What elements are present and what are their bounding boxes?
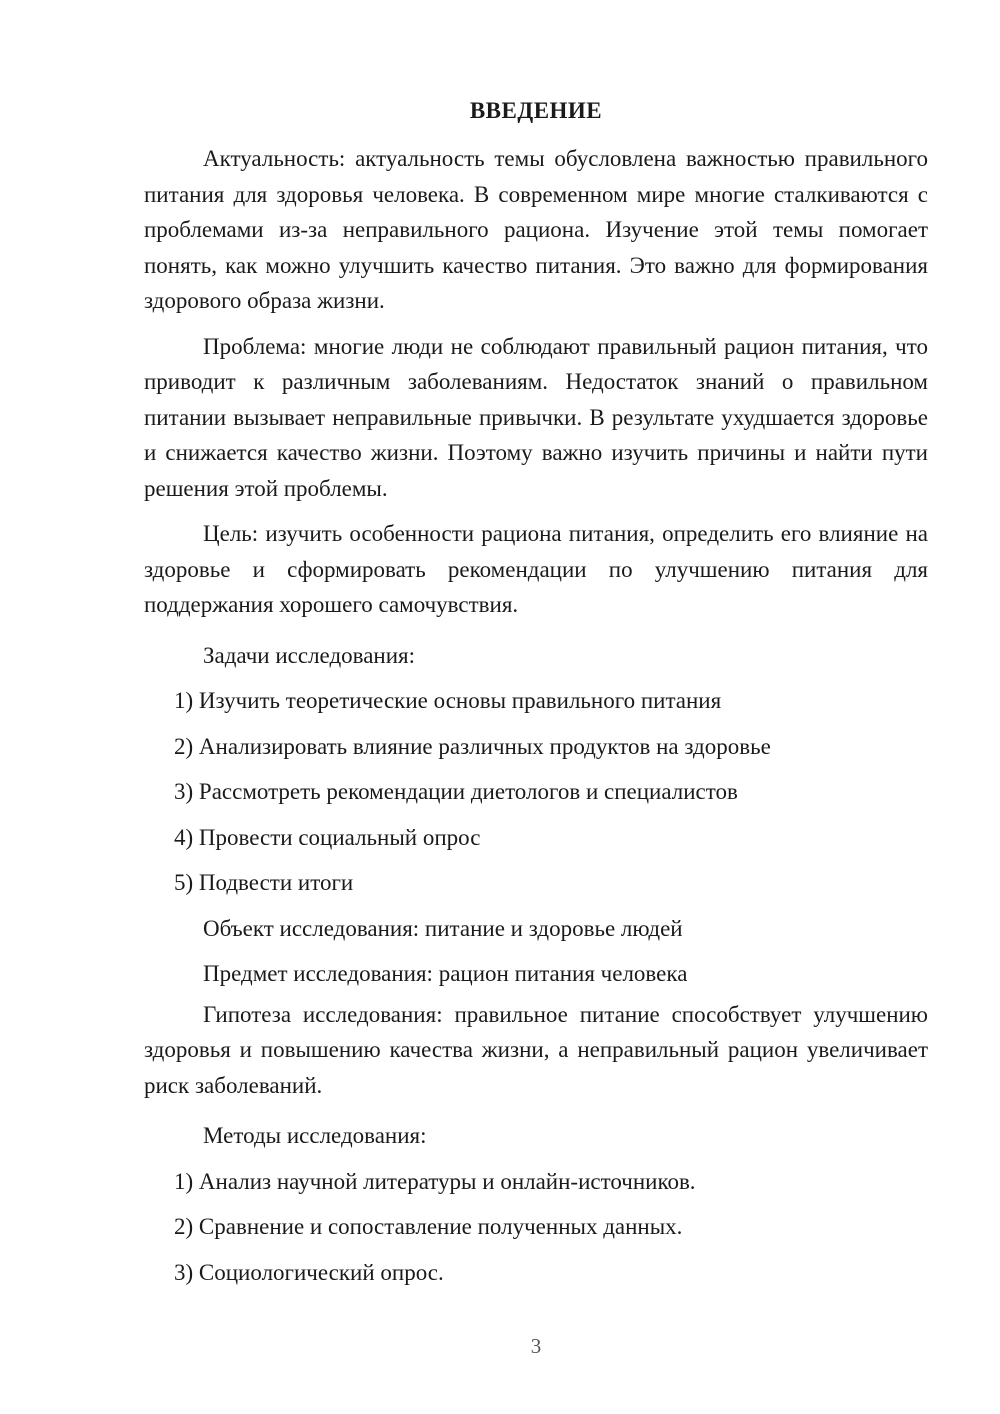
object-line: Объект исследования: питание и здоровье людей (203, 915, 683, 941)
subject-line: Предмет исследования: рацион питания человека (203, 961, 688, 986)
tasks-heading: Задачи исследования: (203, 642, 416, 668)
page-title: ВВЕДЕНИЕ (469, 98, 603, 123)
task-item: 4) Провести социальный опрос (174, 824, 481, 850)
tasks-list (144, 678, 928, 906)
methods-list (144, 1159, 928, 1296)
problem-paragraph: Проблема: многие люди не соблюдают правильный рацион питания, что приводит к различным заболеваниям. Недостаток знаний о правильном питании вызывает неправильные привычки. В результате ухудшается здоровье и снижается качество жизни. Поэтому важно изучить причины и найти пути решения этой проблемы. (144, 333, 928, 501)
goal-paragraph: Цель: изучить особенности рациона питания, определить его влияние на здоровье и сформировать рекомендации по улучшению питания для поддержания хорошего самочувствия. (144, 521, 928, 617)
method-item: 1) Анализ научной литературы и онлайн-источников. (174, 1168, 696, 1194)
hypothesis-paragraph: Гипотеза исследования: правильное питание способствует улучшению здоровья и повышению качества жизни, а неправильный рацион увеличивает риск заболеваний. (144, 1001, 928, 1098)
page-number: 3 (530, 1334, 542, 1358)
method-item: 2) Сравнение и сопоставление полученных данных. (174, 1214, 683, 1239)
document-body (144, 141, 928, 1295)
relevance-paragraph: Актуальность: актуальность темы обусловлена важностью правильного питания для здоровья человека. В современном мире многие сталкиваются с проблемами из-за неправильного рациона. Изучение этой темы помогает понять, как можно улучшить качество питания. Это важно для формирования здорового образа жизни. (144, 146, 928, 313)
methods-heading: Методы исследования: (203, 1123, 427, 1148)
task-item: 2) Анализировать влияние различных продуктов на здоровье (174, 733, 771, 759)
method-item: 3) Социологический опрос. (174, 1259, 444, 1285)
task-item: 1) Изучить теоретические основы правильного питания (174, 688, 722, 713)
task-item: 5) Подвести итоги (174, 870, 354, 895)
task-item: 3) Рассмотреть рекомендации диетологов и специалистов (174, 779, 738, 804)
